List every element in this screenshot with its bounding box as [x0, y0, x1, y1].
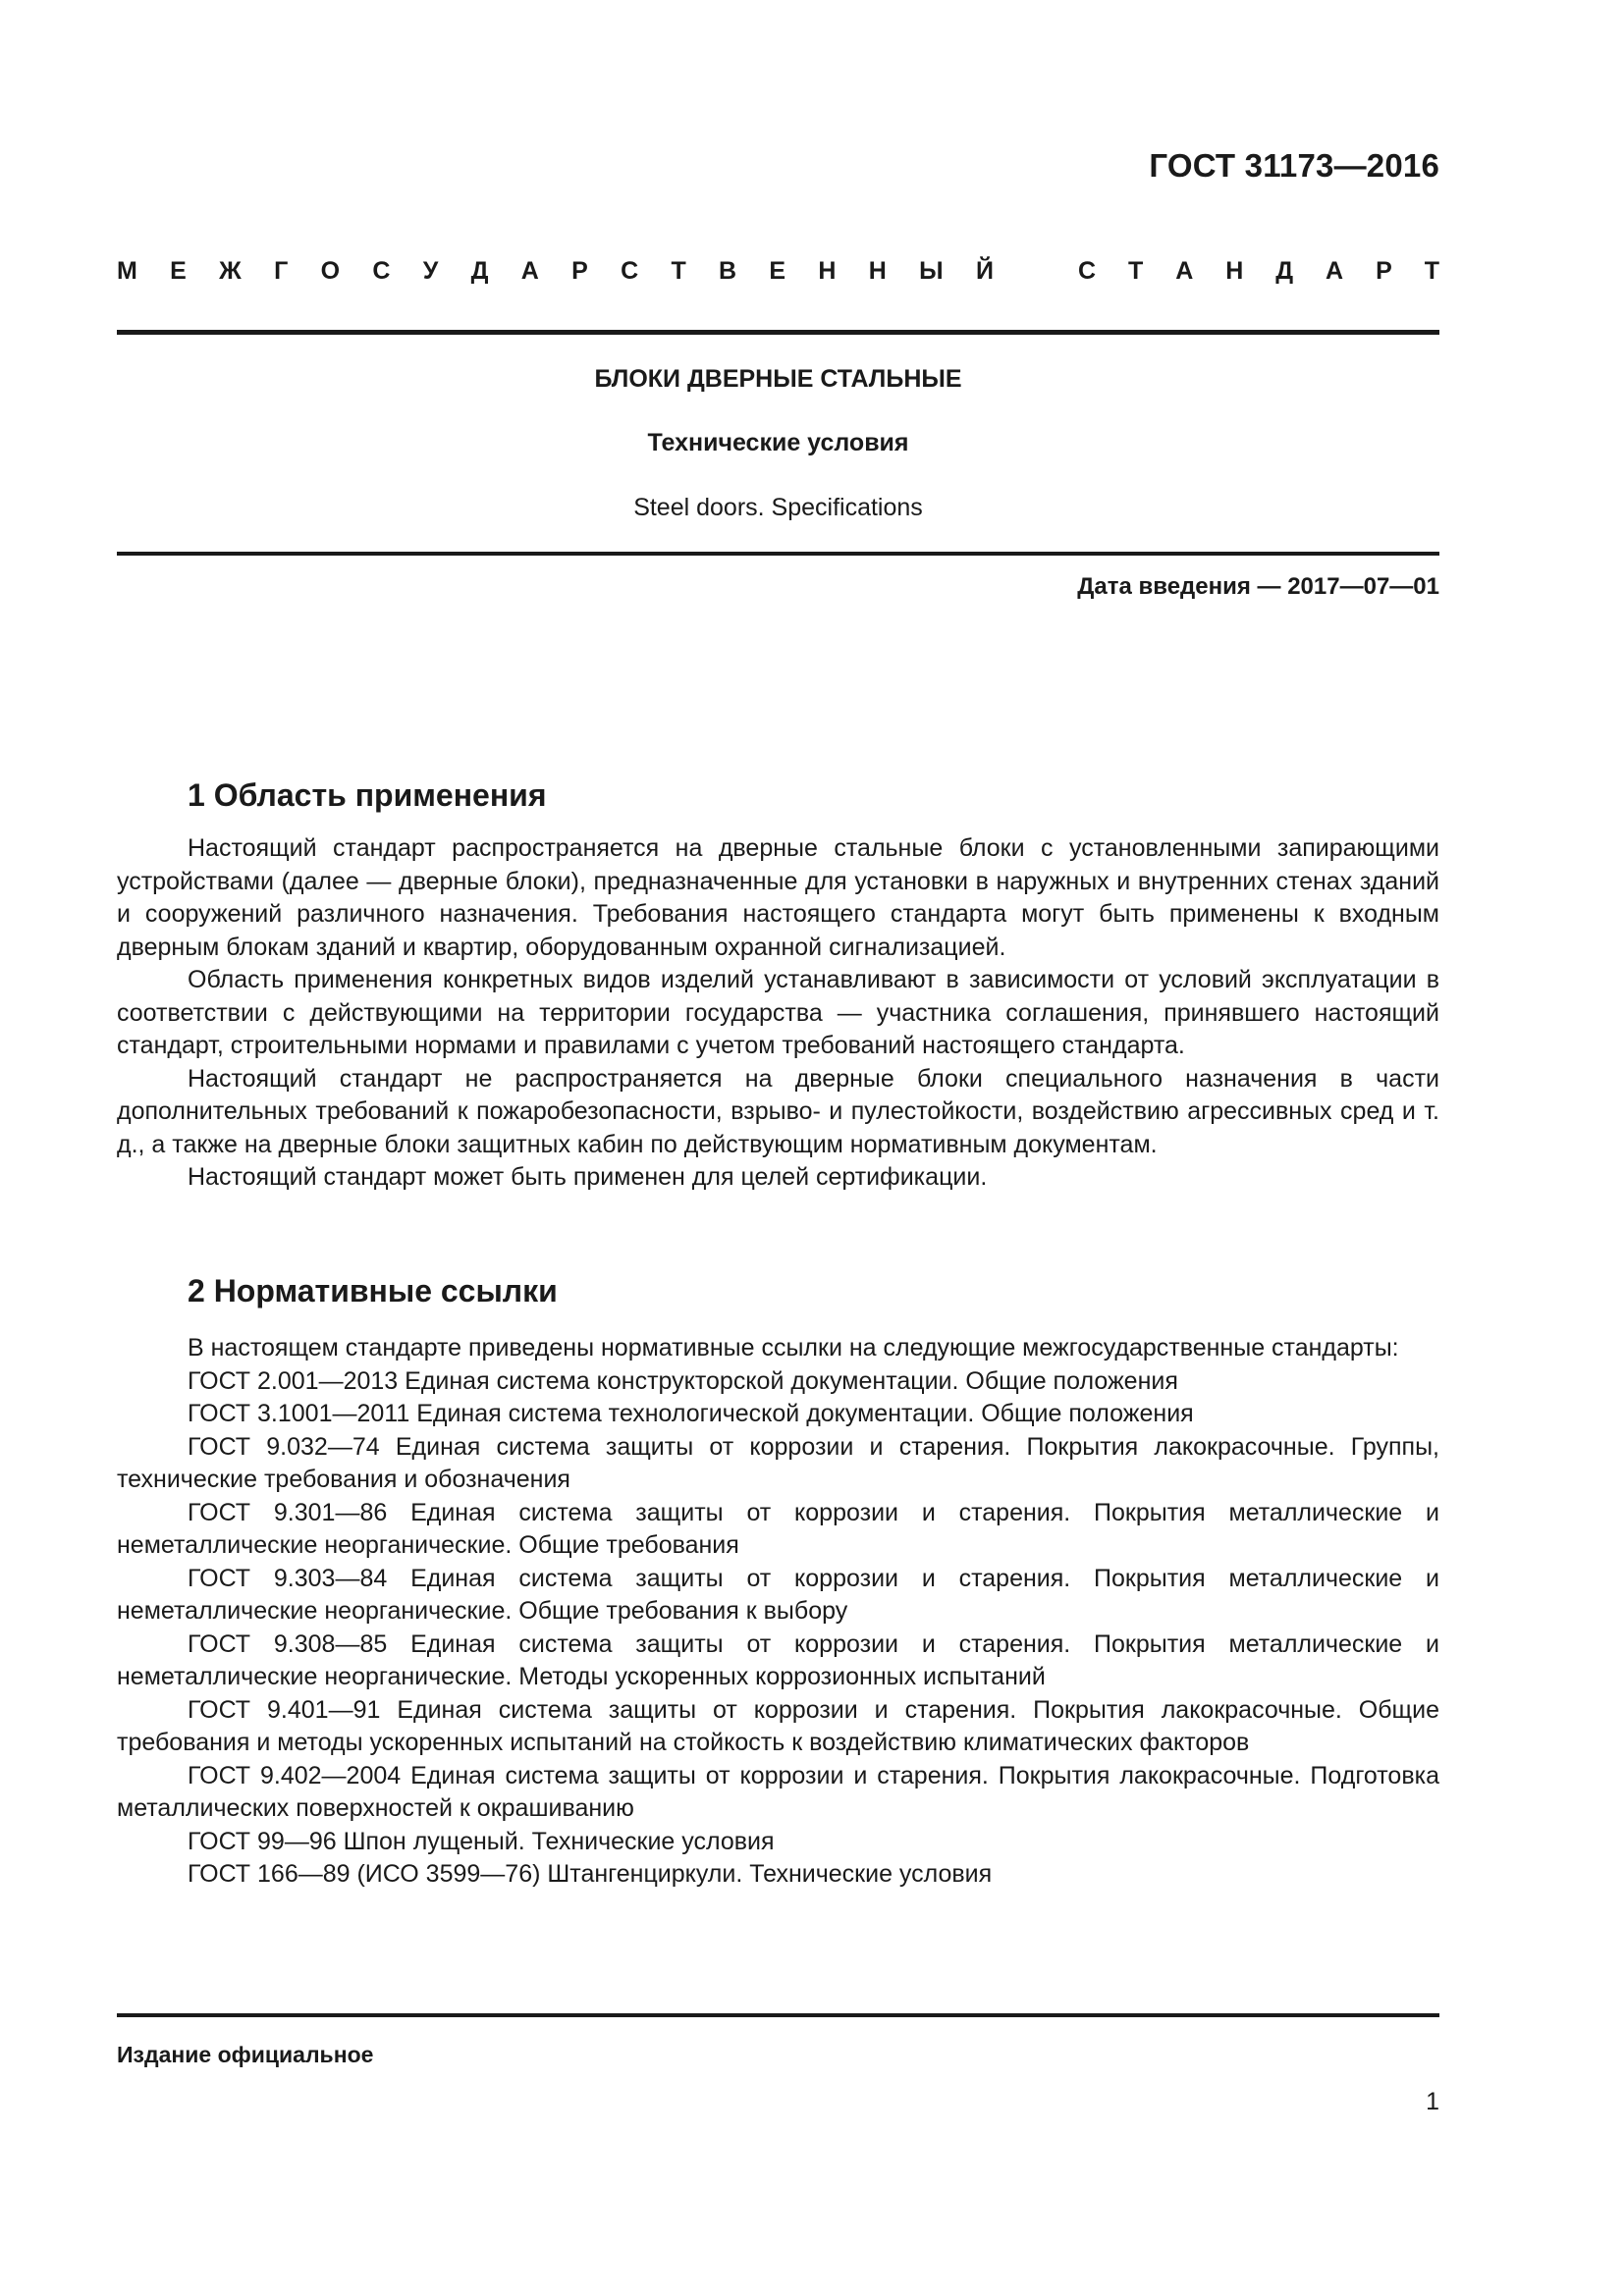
- introduction-date: Дата введения — 2017—07—01: [1077, 573, 1439, 600]
- standard-type-letter: А: [520, 257, 539, 285]
- standard-type-letter: Д: [1275, 257, 1294, 285]
- paragraph: Настоящий стандарт не распространяется на дверные блоки специального назначения в части дополнительных требований к пожаробезопасности, взрыво- и пулестойкости, воздействию агрессивных сред и т. д., а также на дверные блоки защитных кабин по действующим нормативным документам.: [117, 1064, 1439, 1158]
- document-english-title: Steel doors. Specifications: [633, 494, 923, 521]
- paragraph: В настоящем стандарте приведены нормативные ссылки на следующие межгосударственные стандарты:: [188, 1334, 1399, 1362]
- standard-type-letter: А: [1175, 257, 1194, 285]
- section-heading: 1 Область применения: [188, 777, 547, 813]
- reference-item: ГОСТ 9.303—84 Единая система защиты от коррозии и старения. Покрытия металлические и неметаллические неорганические. Общие требования к выбору: [117, 1564, 1439, 1625]
- reference-item: ГОСТ 166—89 (ИСО 3599—76) Штангенциркули. Технические условия: [188, 1860, 993, 1888]
- standard-type-letter: Е: [769, 257, 786, 285]
- standard-type-letter: Ы: [919, 257, 944, 285]
- standard-type-letter: Г: [274, 257, 289, 285]
- reference-item: ГОСТ 9.308—85 Единая система защиты от коррозии и старения. Покрытия металлические и неметаллические неорганические. Методы ускоренных коррозионных испытаний: [117, 1629, 1439, 1690]
- standard-type-letter: Н: [1225, 257, 1244, 285]
- paragraph: Настоящий стандарт распространяется на дверные стальные блоки с установленными запирающими устройствами (далее — дверные блоки), предназначенные для установки в наружных и внутренних стенах зданий и сооружений различного назначения. Требования настоящего стандарта могут быть применены к входным дверным блокам зданий и квартир, оборудованным охранной сигнализацией.: [117, 834, 1439, 961]
- reference-item: ГОСТ 99—96 Шпон лущеный. Технические условия: [188, 1827, 775, 1855]
- standard-designation: ГОСТ 31173—2016: [1149, 147, 1439, 184]
- standard-type-letter: Н: [868, 257, 887, 285]
- standard-type-word-standard: [1078, 257, 1439, 286]
- paragraph: Область применения конкретных видов изделий устанавливают в зависимости от условий эксплуатации в соответствии с действующими на территории государства — участника соглашения, принявшего настоящий стандарт, строительными нормами и правилами с учетом требований настоящего стандарта.: [117, 966, 1439, 1059]
- reference-item: ГОСТ 2.001—2013 Единая система конструкторской документации. Общие положения: [188, 1366, 1178, 1395]
- top-rule: [117, 330, 1439, 335]
- standard-type-letter: У: [422, 257, 439, 285]
- footer-rule: [117, 2013, 1439, 2017]
- standard-type-letter: Р: [571, 257, 588, 285]
- paragraph: Настоящий стандарт может быть применен для целей сертификации.: [188, 1163, 988, 1191]
- standard-type-letter: Т: [1424, 257, 1439, 285]
- section-scope: [117, 775, 1439, 1195]
- standard-type-letter: Р: [1376, 257, 1392, 285]
- standard-type-letter: С: [372, 257, 391, 285]
- standard-type-letter: В: [719, 257, 737, 285]
- document-subtitle: Технические условия: [647, 429, 909, 456]
- standard-type-letter: Н: [818, 257, 837, 285]
- section-body: [117, 1332, 1439, 1892]
- reference-item: ГОСТ 3.1001—2011 Единая система технологической документации. Общие положения: [188, 1400, 1194, 1427]
- standard-type-letter: Т: [671, 257, 686, 285]
- standard-type-letter: Ж: [219, 257, 242, 285]
- section-body: [117, 832, 1439, 1195]
- reference-item: ГОСТ 9.401—91 Единая система защиты от коррозии и старения. Покрытия лакокрасочные. Общие требования и методы ускоренных испытаний на стойкость к воздействию климатических факторов: [117, 1695, 1439, 1756]
- document-page: [117, 0, 1439, 2296]
- standard-type-letter: Е: [170, 257, 187, 285]
- standard-type-letter: Й: [975, 257, 994, 285]
- standard-type-letter: С: [621, 257, 639, 285]
- reference-item: ГОСТ 9.032—74 Единая система защиты от коррозии и старения. Покрытия лакокрасочные. Группы, технические требования и обозначения: [117, 1432, 1439, 1493]
- standard-type-letter: С: [1078, 257, 1097, 285]
- section-heading: 2 Нормативные ссылки: [188, 1273, 558, 1308]
- standard-type-letter: М: [117, 257, 137, 285]
- standard-type-letter: А: [1326, 257, 1344, 285]
- reference-item: ГОСТ 9.402—2004 Единая система защиты от коррозии и старения. Покрытия лакокрасочные. Подготовка металлических поверхностей к окрашиванию: [117, 1761, 1439, 1822]
- standard-type-letter: Д: [470, 257, 489, 285]
- standard-type-letter: О: [320, 257, 341, 285]
- title-rule: [117, 552, 1439, 556]
- standard-type-word-interstate: [117, 257, 994, 286]
- standard-type-letter: Т: [1128, 257, 1144, 285]
- reference-item: ГОСТ 9.301—86 Единая система защиты от коррозии и старения. Покрытия металлические и неметаллические неорганические. Общие требования: [117, 1498, 1439, 1559]
- section-normative-references: [117, 1271, 1439, 1892]
- document-title: БЛОКИ ДВЕРНЫЕ СТАЛЬНЫЕ: [594, 365, 962, 393]
- standard-type-heading: [117, 257, 1439, 286]
- edition-note: Издание официальное: [117, 2042, 374, 2067]
- page-number: 1: [1426, 2088, 1439, 2115]
